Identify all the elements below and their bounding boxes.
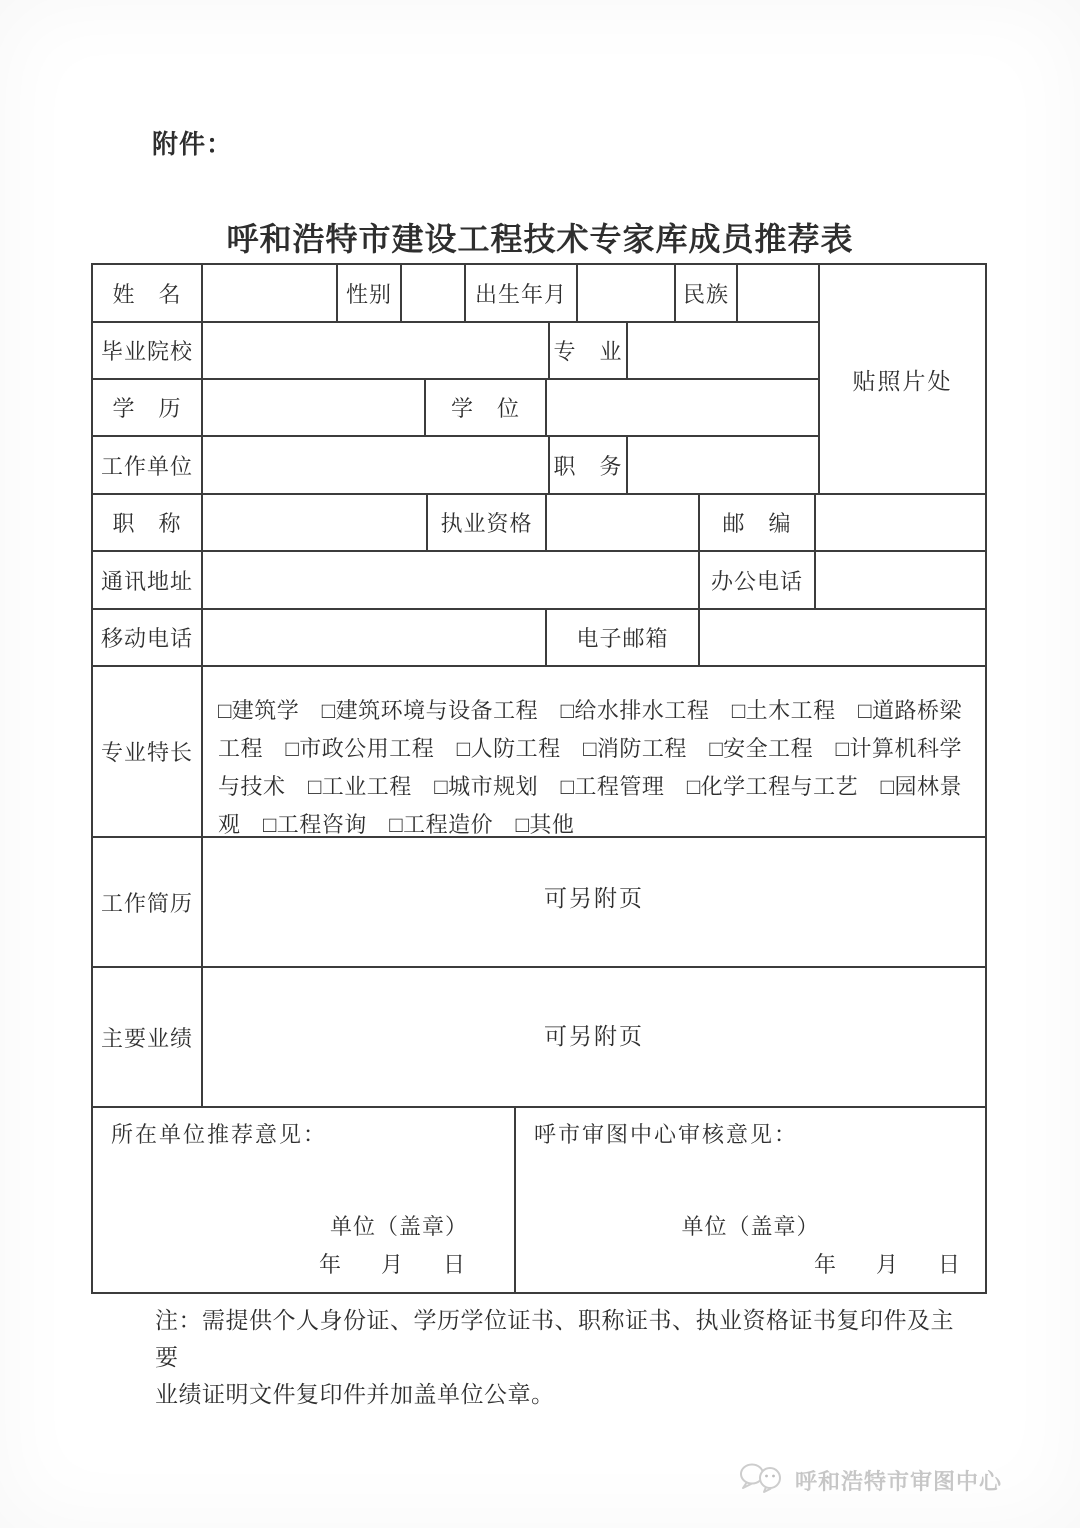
- office-phone-value-cell: [816, 552, 985, 608]
- row-specialty: [93, 667, 985, 838]
- name-value-cell: [203, 265, 338, 321]
- specialty-text-line: 工程 □市政公用工程 □人防工程 □消防工程 □安全工程 □计算机科学: [218, 736, 962, 761]
- qualification-label: 执业资格: [428, 495, 547, 550]
- mobile-value-cell: [203, 610, 547, 665]
- education-value-cell: [203, 380, 426, 435]
- degree-value-cell: [547, 380, 818, 435]
- resume-content-cell: [203, 838, 985, 966]
- gender-label: 性别: [338, 265, 402, 321]
- page-title: 呼和浩特市建设工程技术专家库成员推荐表: [226, 221, 854, 257]
- ethnic-value-cell: [738, 265, 818, 321]
- specialty-text-line: 与技术 □工业工程 □城市规划 □工程管理 □化学工程与工艺 □园林景: [218, 774, 962, 799]
- unit-seal-label: 单位（盖章）: [329, 1214, 468, 1239]
- resume-label: 工作简历: [93, 838, 203, 966]
- gender-value-cell: [402, 265, 466, 321]
- education-label: 学 历: [93, 380, 203, 435]
- photo-area: 贴照片处: [818, 265, 985, 495]
- wechat-logo-icon: [738, 1460, 788, 1501]
- row-education: [93, 380, 818, 437]
- specialty-text-line: 观 □工程咨询 □工程造价 □其他: [218, 812, 575, 836]
- row-opinions: [93, 1108, 985, 1292]
- achievement-content-cell: [203, 968, 985, 1106]
- row-school: [93, 323, 818, 380]
- employer-value-cell: [203, 437, 550, 493]
- footer-note-line: 注：需提供个人身份证、学历学位证书、职称证书、执业资格证书复印件及主要: [155, 1308, 954, 1370]
- address-label: 通讯地址: [93, 552, 203, 608]
- unit-seal-label: 单位（盖章）: [681, 1214, 820, 1239]
- row-title: [93, 495, 985, 552]
- major-label: 专 业: [550, 323, 628, 378]
- recommendation-section: [93, 1108, 516, 1292]
- date-placeholder: 年 月 日: [813, 1252, 969, 1277]
- footer-note-line: 业绩证明文件复印件并加盖单位公章。: [155, 1382, 555, 1407]
- recommend-heading: 所在单位推荐意见：: [111, 1122, 328, 1147]
- degree-label: 学 位: [426, 380, 547, 435]
- position-value-cell: [628, 437, 818, 493]
- school-label: 毕业院校: [93, 323, 203, 378]
- postcode-value-cell: [816, 495, 985, 550]
- specialty-checkbox-list: [203, 667, 985, 836]
- specialty-text-line: □建筑学 □建筑环境与设备工程 □给水排水工程 □土木工程 □道路桥梁: [218, 698, 962, 723]
- row-employer: [93, 437, 818, 495]
- office-phone-label: 办公电话: [700, 552, 816, 608]
- prof-title-label: 职 称: [93, 495, 203, 550]
- achievement-hint: 可另附页: [544, 1024, 644, 1049]
- watermark-text: 呼和浩特市审图中心: [795, 1469, 1003, 1494]
- employer-label: 工作单位: [93, 437, 203, 493]
- major-value-cell: [628, 323, 818, 378]
- email-label: 电子邮箱: [547, 610, 700, 665]
- form-table: [91, 263, 987, 1294]
- review-section: [516, 1108, 985, 1292]
- footer-note: [155, 1302, 955, 1413]
- row-mobile: [93, 610, 985, 667]
- birth-label: 出生年月: [466, 265, 578, 321]
- specialty-label: 专业特长: [93, 667, 203, 836]
- date-placeholder: 年 月 日: [318, 1252, 474, 1277]
- attachment-label: 附件：: [152, 130, 234, 159]
- school-value-cell: [203, 323, 550, 378]
- resume-hint: 可另附页: [544, 886, 644, 911]
- row-address: [93, 552, 985, 610]
- review-heading: 呼市审图中心审核意见：: [534, 1122, 799, 1147]
- row-achievements: [93, 968, 985, 1108]
- ethnic-label: 民族: [676, 265, 738, 321]
- wechat-watermark: [738, 1460, 1002, 1501]
- email-value-cell: [700, 610, 985, 665]
- row-name: [93, 265, 818, 323]
- qualification-value-cell: [547, 495, 700, 550]
- postcode-label: 邮 编: [700, 495, 816, 550]
- achievement-label: 主要业绩: [93, 968, 203, 1106]
- address-value-cell: [203, 552, 700, 608]
- position-label: 职 务: [550, 437, 628, 493]
- name-label: 姓 名: [93, 265, 203, 321]
- prof-title-value-cell: [203, 495, 428, 550]
- birth-value-cell: [578, 265, 676, 321]
- row-resume: [93, 838, 985, 968]
- mobile-label: 移动电话: [93, 610, 203, 665]
